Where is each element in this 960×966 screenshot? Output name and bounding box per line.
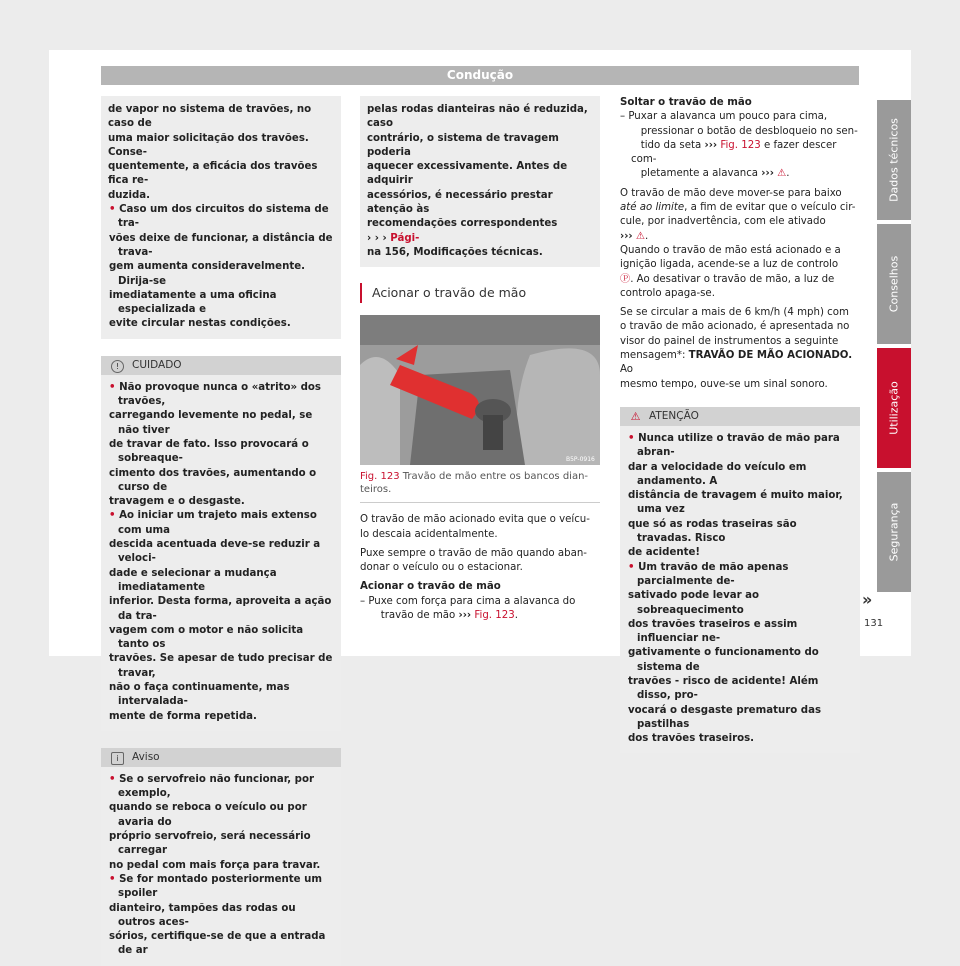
p3e: mesmo tempo, ouve-se um sinal sonoro. bbox=[620, 378, 828, 390]
p1b-italic: até ao limite bbox=[620, 202, 685, 214]
bullet-dot: • bbox=[109, 510, 120, 522]
p3d: mensagem*: bbox=[620, 350, 686, 362]
text-line: donar o veículo ou o estacionar. bbox=[360, 562, 523, 574]
figure-123-image bbox=[360, 315, 600, 465]
cuidado-bullet-2 bbox=[108, 509, 334, 723]
text-line: de vapor no sistema de travões, no caso de bbox=[108, 104, 312, 130]
aviso-box bbox=[101, 748, 341, 966]
text-line: não o faça continuamente, mas intervalada- bbox=[109, 681, 290, 708]
fig-reference-2[interactable]: Fig. 123 bbox=[720, 139, 761, 151]
aviso-bullet-1 bbox=[108, 773, 334, 873]
aviso-bullet-2 bbox=[108, 873, 334, 959]
text-line: vões deixe de funcionar, a distância de trava- bbox=[109, 232, 333, 258]
tab-seguranca[interactable] bbox=[877, 472, 911, 592]
warning-icon: ⚠ bbox=[777, 168, 787, 180]
text-line: contrário, o sistema de travagem poderia bbox=[367, 132, 559, 158]
tab-utilizacao[interactable] bbox=[877, 348, 911, 468]
text-line: aquecer excessivamente. Antes de adquirir bbox=[367, 161, 568, 187]
text-line: quando se reboca o veículo ou por avaria do bbox=[109, 802, 307, 828]
paragraph-luz bbox=[620, 244, 860, 301]
section-title: Acionar o travão de mão bbox=[360, 283, 600, 303]
p2d: controlo apaga-se. bbox=[620, 287, 715, 299]
text-line: • Se for montado posteriormente um spoiler bbox=[109, 873, 322, 900]
text-line: travões. Se apesar de tudo precisar de travar, bbox=[109, 653, 333, 679]
soltar-2: pressionar o botão de desbloqueio no sen- bbox=[640, 125, 858, 137]
text-line: dos travões traseiros e assim influenciar ne- bbox=[628, 618, 798, 645]
text-line: dianteiro, tampões das rodas ou outros aces- bbox=[109, 902, 296, 928]
text-line: próprio servofreio, será necessário carregar bbox=[109, 831, 311, 857]
figure-caption bbox=[360, 470, 600, 496]
soltar-3a: tido da seta bbox=[640, 139, 702, 151]
atencao-bullet-2 bbox=[627, 561, 853, 747]
text-line: gem aumenta consideravelmente. Dirija-se bbox=[109, 261, 305, 287]
text-line: o travão de mão acionado, é apresentada no bbox=[620, 321, 850, 333]
text-line: pelas rodas dianteiras não é reduzida, caso bbox=[367, 104, 588, 130]
subhead-soltar: Soltar o travão de mão bbox=[620, 97, 752, 108]
text-line: quentemente, a eficácia dos travões fica re- bbox=[108, 161, 318, 187]
p2c: . Ao desativar o travão de mão, a luz de bbox=[630, 273, 835, 285]
cuidado-bullet-1 bbox=[108, 381, 334, 510]
text-line: no pedal com mais força para travar. bbox=[109, 859, 321, 871]
text-line: Quando o travão de mão está acionado e a bbox=[620, 244, 841, 256]
text-line: que só as rodas traseiras são travadas. Risco bbox=[628, 518, 797, 545]
text-line: mente de forma repetida. bbox=[109, 710, 257, 722]
warning-icon: ⚠ bbox=[635, 230, 645, 242]
soltar-4: pletamente a alavanca bbox=[640, 168, 759, 180]
atencao-title: ATENÇÃO bbox=[649, 409, 699, 422]
p1c: cule, por inadvertência, com ele ativado bbox=[620, 216, 826, 228]
atencao-bullet-1 bbox=[627, 432, 853, 561]
column-3 bbox=[620, 96, 860, 753]
text-line: travagem e o desgaste. bbox=[109, 496, 245, 508]
text-line: acessórios, é necessário prestar atenção às bbox=[367, 189, 553, 216]
text-line: visor do painel de instrumentos a seguinte bbox=[620, 335, 839, 347]
cuidado-box bbox=[101, 356, 341, 731]
caution-icon: ! bbox=[111, 360, 124, 373]
arrow-ref-icon: › › › bbox=[367, 232, 387, 244]
bullet-dot: • bbox=[628, 561, 639, 573]
text-line: descida acentuada deve-se reduzir a veloci- bbox=[109, 539, 321, 565]
intro-bullet bbox=[108, 203, 334, 332]
bullet-dot: • bbox=[109, 773, 120, 785]
column-1 bbox=[101, 96, 341, 966]
intro-warning-box bbox=[101, 96, 341, 339]
cuidado-header bbox=[101, 356, 341, 375]
aviso-title: Aviso bbox=[132, 750, 160, 763]
text-line: O travão de mão acionado evita que o veícu- bbox=[360, 514, 590, 526]
fig-reference[interactable]: Fig. 123 bbox=[474, 610, 515, 622]
subhead-acionar: Acionar o travão de mão bbox=[360, 581, 501, 593]
page-reference[interactable]: Pági- bbox=[390, 232, 420, 244]
text-line: carregando levemente no pedal, se não tiver bbox=[109, 410, 313, 436]
intro-box-text bbox=[108, 103, 334, 203]
p3d-end: Ao bbox=[620, 364, 634, 376]
paragraph-1 bbox=[360, 513, 600, 542]
cuidado-title: CUIDADO bbox=[132, 358, 182, 371]
tab-conselhos[interactable] bbox=[877, 224, 911, 344]
figure-caption-1: Travão de mão entre os bancos dian- bbox=[402, 471, 589, 483]
column-2 bbox=[360, 96, 600, 623]
page-number: 131 bbox=[864, 618, 884, 629]
text-line: • Ao iniciar um trajeto mais extenso com uma bbox=[109, 510, 317, 536]
paragraph-2 bbox=[360, 547, 600, 576]
text-line: recomendações correspondentes bbox=[367, 218, 558, 230]
step-text-1: Puxe com força para cima a alavanca do bbox=[368, 595, 576, 607]
tab-label: Conselhos bbox=[887, 255, 901, 313]
soltar-3b: e fazer descer com- bbox=[631, 139, 837, 166]
text-line: travões - risco de acidente! Além disso, pro- bbox=[628, 675, 819, 702]
warning-icon: ⚠ bbox=[630, 409, 641, 423]
atencao-header bbox=[620, 407, 860, 426]
bullet-dot: • bbox=[109, 204, 120, 216]
text-line: lo descaia acidentalmente. bbox=[360, 528, 498, 540]
figure-caption-2: teiros. bbox=[360, 484, 392, 496]
bullet-dot: • bbox=[109, 381, 120, 393]
text-line: distância de travagem é muito maior, uma vez bbox=[628, 490, 843, 516]
text-line: imediatamente a uma oficina especializada e bbox=[109, 289, 277, 316]
bullet-dot: • bbox=[628, 432, 639, 444]
text-line: uma maior solicitação dos travões. Conse- bbox=[108, 132, 309, 158]
text-line: • Caso um dos circuitos do sistema de tra- bbox=[109, 204, 329, 230]
text-line: evite circular nestas condições. bbox=[109, 318, 291, 330]
tab-label: Segurança bbox=[887, 502, 901, 562]
text-line: de acidente! bbox=[628, 547, 701, 559]
text-line: dos travões traseiros. bbox=[628, 733, 755, 745]
paragraph-velocidade bbox=[620, 306, 860, 392]
brake-light-icon: Ⓟ bbox=[620, 273, 631, 285]
handbrake-illustration bbox=[360, 315, 600, 465]
p1b: , a fim de evitar que o veículo cir- bbox=[684, 202, 856, 214]
text-line: Puxe sempre o travão de mão quando aban- bbox=[360, 547, 587, 559]
text-line: • Não provoque nunca o «atrito» dos travões, bbox=[109, 381, 321, 408]
continued-box bbox=[360, 96, 600, 267]
tab-label: Utilização bbox=[887, 381, 901, 435]
text-line: de travar de fato. Isso provocará o sobreaque- bbox=[109, 438, 309, 465]
text-line: cimento dos travões, aumentando o curso de bbox=[109, 467, 317, 493]
text-line: • Se o servofreio não funcionar, por exemplo, bbox=[109, 773, 314, 800]
text-line: vagem com o motor e não solicita tanto os bbox=[109, 624, 304, 651]
info-icon: i bbox=[111, 752, 124, 765]
continued-box-text bbox=[367, 103, 593, 232]
continue-arrow: » bbox=[862, 590, 873, 609]
text-line: inferior. Desta forma, aproveita a ação da tra- bbox=[109, 596, 332, 622]
aviso-header bbox=[101, 748, 341, 767]
text-line: dar a velocidade do veículo em andamento. A bbox=[628, 461, 807, 487]
text-line: sórios, certifique-se de que a entrada de ar bbox=[109, 931, 326, 957]
text-line: vocará o desgaste prematuro das pastilhas bbox=[628, 704, 822, 730]
figure-code: B5P-0916 bbox=[566, 456, 595, 464]
text-line: Se se circular a mais de 6 km/h (4 mph) com bbox=[620, 307, 849, 319]
paragraph-limite: O travão de mão deve mover-se para baixo até ao limite, a fim de evitar que o veículo cir- cule, por inadvertência, com ele ativado ››› ⚠. bbox=[620, 187, 856, 242]
bullet-dot: • bbox=[109, 873, 120, 885]
p1a: O travão de mão deve mover-se para baixo bbox=[620, 187, 842, 199]
step-soltar: – Puxar a alavanca um pouco para cima, pressionar o botão de desbloqueio no sen- tido da seta ››› Fig. 123 e fazer descer com- pletamente a alavanca ››› ⚠. bbox=[620, 111, 858, 180]
text-line: ignição ligada, acende-se a luz de controlo bbox=[620, 259, 839, 271]
running-header: Condução bbox=[101, 66, 859, 85]
atencao-box bbox=[620, 407, 860, 754]
text-line: • Um travão de mão apenas parcialmente de- bbox=[628, 561, 789, 587]
text-line: • Nunca utilize o travão de mão para abran- bbox=[628, 432, 840, 459]
tab-dados-tecnicos[interactable] bbox=[877, 100, 911, 220]
step-acionar: – Puxe com força para cima a alavanca do travão de mão ››› Fig. 123. bbox=[360, 595, 576, 622]
figure-label: Fig. 123 bbox=[360, 471, 400, 483]
text-line: gativamente o funcionamento do sistema de bbox=[628, 647, 819, 673]
text-line: dade e selecionar a mudança imediatamente bbox=[109, 567, 277, 593]
page-reference-end[interactable]: na 156, Modificações técnicas. bbox=[367, 246, 543, 258]
text-line: duzida. bbox=[108, 189, 151, 201]
text-line: sativado pode levar ao sobreaquecimento bbox=[628, 590, 760, 616]
soltar-1: Puxar a alavanca um pouco para cima, bbox=[628, 111, 828, 123]
message-text: TRAVÃO DE MÃO ACIONADO. bbox=[688, 350, 853, 362]
step-text-2: travão de mão bbox=[380, 610, 456, 622]
tab-label: Dados técnicos bbox=[887, 118, 901, 202]
